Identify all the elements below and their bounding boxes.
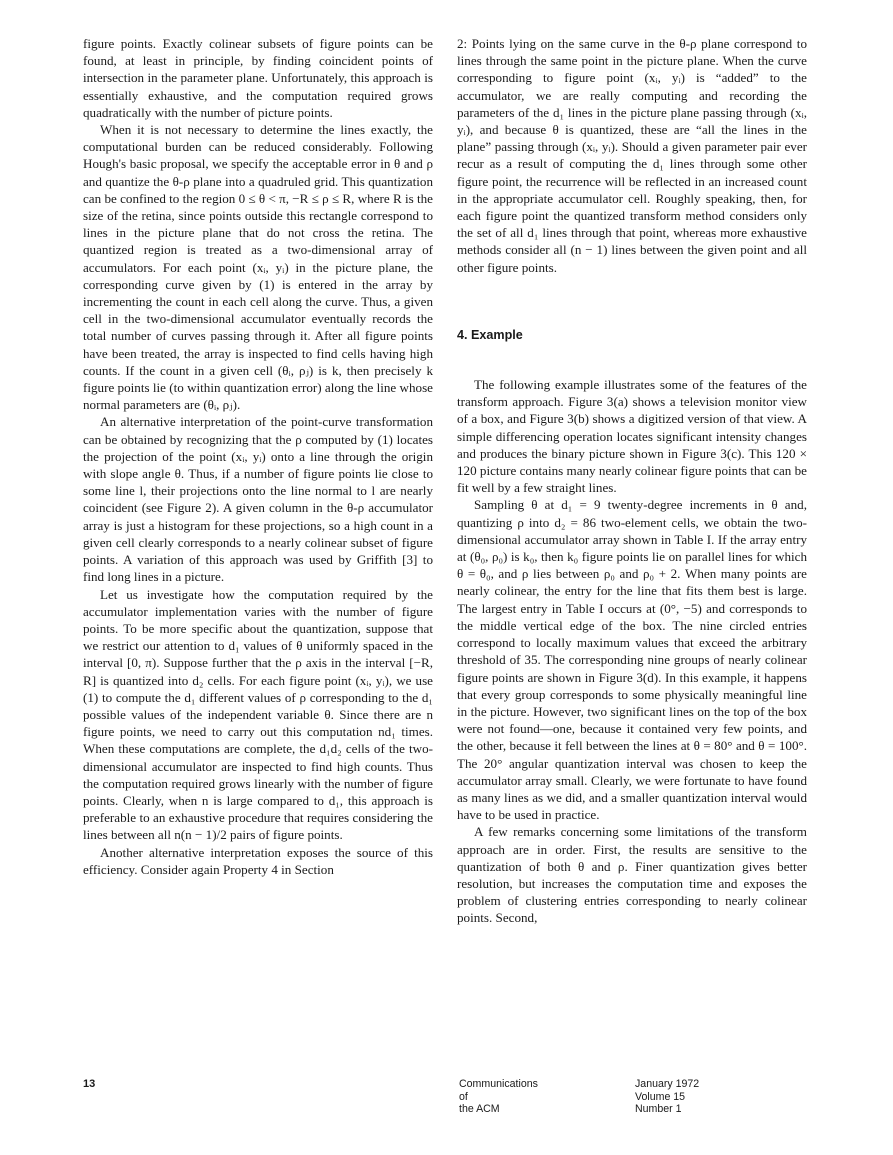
section-heading: 4. Example xyxy=(457,327,523,342)
footer-issue-info xyxy=(635,1078,699,1116)
footer-issue-date: January 1972 xyxy=(635,1078,700,1090)
body-paragraph: Another alternative interpretation exposes the source of this efficiency. Consider again Property 4 in Section xyxy=(83,844,433,877)
left-column xyxy=(83,35,433,878)
right-column xyxy=(457,35,807,927)
body-paragraph: When it is not necessary to determine the lines exactly, the computational burden can be reduced considerably. Following Hough's basic proposal, we specify the acceptable error in θ and ρ and quantize the θ-ρ plane into a quadruled grid. This quantization can be confined to the region 0 ≤ θ < π, −R ≤ ρ ≤ R, where R is the size of the retina, since points outside this rectangle correspond to lines in the picture plane that do not cross the retina. The quantized region is treated as a two-dimensional array of accumulators. For each point (xᵢ, yᵢ) in the picture plane, the corresponding curve given by (1) is entered in the array by incrementing the count in each cell along the curve. Thus, a given cell in the two-dimensional accumulator eventually records the total number of curves passing through it. After all figure points have been treated, the array is inspected to find cells having high counts. If the count in a given cell (θᵢ, ρⱼ) is k, then precisely k figure points lie (to within quantization error) along the line whose normal parameters are (θᵢ, ρⱼ). xyxy=(83,122,433,413)
body-paragraph: 2: Points lying on the same curve in the θ-ρ plane correspond to lines through the same point in the picture plane. When the curve corresponding to figure point (xᵢ, yᵢ) is “added” to the accumulator, we are really computing and recording the parameters of the d₁ lines in the picture plane passing through (xᵢ, yᵢ), and because θ is quantized, these are “all the lines in the plane” passing through (xᵢ, yᵢ). Should a given parameter pair ever recur as a result of computing the d₁ lines through some other figure point, the recurrence will be reflected in an increased count in the appropriate accumulator cell. Roughly speaking, then, for each figure point the quantized transform method considers only the set of all d₁ lines through that point, whereas more exhaustive methods consider all (n − 1) lines between the given point and all other figure points. xyxy=(457,36,807,275)
body-paragraph: The following example illustrates some of the features of the transform approach. Figure 3(a) shows a television monitor view of a box, and Figure 3(b) shows a digitized version of that view. A simple differencing operation locates significant intensity changes and produces the binary picture shown in Figure 3(c). This 120 × 120 picture contains many nearly colinear figure points that can be fit well by a few straight lines. xyxy=(457,377,807,496)
body-paragraph: Let us investigate how the computation required by the accumulator implementation varies with the number of figure points. To be more specific about the quantization, suppose that we restrict our attention to d₁ values of θ uniformly spaced in the interval [0, π). Suppose further that the ρ axis in the interval [−R, R] is quantized into d₂ cells. For each figure point (xᵢ, yᵢ), we use (1) to compute the d₁ different values of ρ corresponding to the d₁ possible values of the independent variable θ. Since there are n figure points, we need to carry out this computation nd₁ times. When these computations are complete, the d₁d₂ cells of the two-dimensional accumulator are inspected to find high counts. Thus the computation required grows linearly with the number of figure points. Clearly, when n is large compared to d₁, this approach is preferable to an exhaustive procedure that requires considering the lines between all n(n − 1)/2 pairs of figure points. xyxy=(83,586,433,843)
footer-journal-line: Communications xyxy=(459,1078,538,1090)
body-paragraph: Sampling θ at d₁ = 9 twenty-degree increments in θ and, quantizing ρ into d₂ = 86 two-element cells, we obtain the two-dimensional accumulator array shown in Table I. If the array entry at (θ₀, ρ₀) is k₀, then k₀ figure points lie on parallel lines for which θ = θ₀, and ρ lies between ρ₀ and ρ₀ + 2. When many points are nearly colinear, the entry for the line that fits them best is large. The largest entry in Table I occurs at (0°, −5) and corresponds to the middle vertical edge of the box. The nine circled entries correspond to locally maximum values that exceed the arbitrary threshold of 35. The corresponding nine groups of nearly colinear figure points are shown in Figure 3(d). In this example, it happens that every group corresponds to some physically meaningful line in the picture. However, two significant lines on the top of the box were not found—one, because it contained very few points, and the other, because it fell between the lines at θ = 80° and θ = 100°. The 20° angular quantization interval was chosen to keep the accumulator array small. Clearly, we were fortunate to have found as many lines as we did, and a smaller quantization interval would have to be used in practice. xyxy=(457,497,807,823)
footer-journal-line: of xyxy=(459,1090,468,1103)
footer-issue-number: Number 1 xyxy=(635,1103,682,1116)
body-paragraph: An alternative interpretation of the point-curve transformation can be obtained by recognizing that the ρ computed by (1) locates the projection of the point (xᵢ, yᵢ) onto a line through the origin with slope angle θ. Thus, if a number of figure points lie close to some line l, their projections onto the line normal to l are nearly coincident (see Figure 2). A given column in the θ-ρ accumulator array is just a histogram for these projections, so a high count in a given cell clearly corresponds to a nearly colinear subset of figure points. A variation of this approach was used by Griffith [3] to find long lines in a picture. xyxy=(83,414,433,585)
page-number: 13 xyxy=(83,1078,96,1090)
footer-journal-line: the ACM xyxy=(459,1103,500,1116)
footer-journal-name xyxy=(459,1078,538,1116)
body-paragraph: A few remarks concerning some limitations of the transform approach are in order. First, the results are sensitive to the quantization of both θ and ρ. Finer quantization gives better resolution, but increases the computation time and exposes the problem of clustering entries corresponding to nearly colinear points. Second, xyxy=(457,824,807,926)
footer-issue-volume: Volume 15 xyxy=(635,1090,686,1103)
body-paragraph: figure points. Exactly colinear subsets of figure points can be found, at least in principle, by finding coincident points of intersection in the parameter plane. Unfortunately, this approach is essentially exhaustive, and the computation required grows quadratically with the number of picture points. xyxy=(83,36,433,120)
